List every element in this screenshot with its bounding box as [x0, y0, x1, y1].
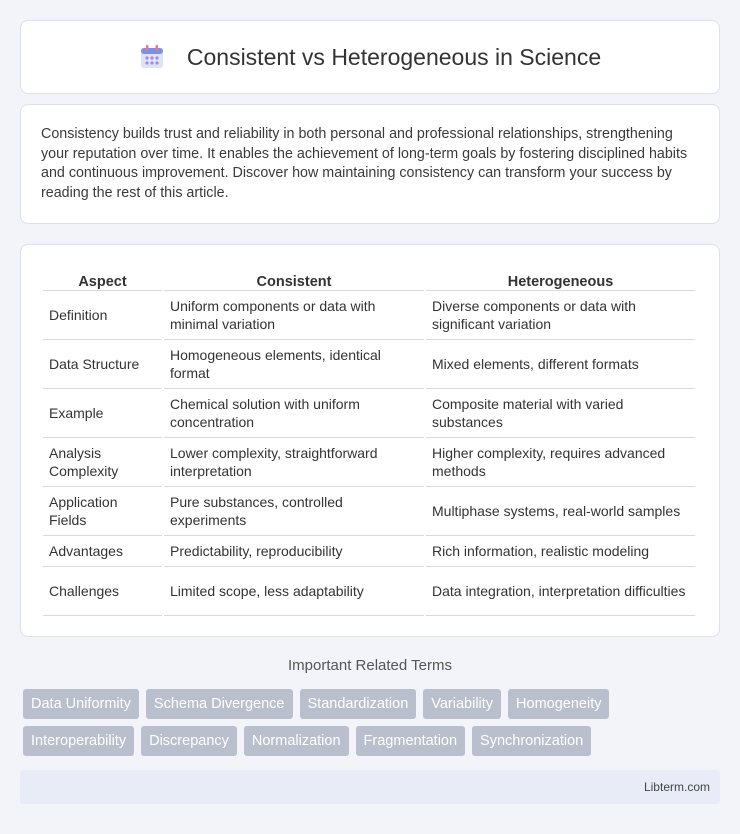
table-row	[43, 567, 695, 616]
cell-aspect: Challenges	[43, 567, 162, 616]
table-row	[43, 536, 695, 567]
tag-homogeneity[interactable]: Homogeneity	[508, 689, 609, 719]
tag-fragmentation[interactable]: Fragmentation	[356, 726, 466, 756]
header-card	[20, 20, 720, 94]
table-row	[43, 291, 695, 340]
header-heterogeneous: Heterogeneous	[426, 265, 695, 291]
cell-heterogeneous: Higher complexity, requires advanced methods	[426, 438, 695, 487]
cell-consistent: Lower complexity, straightforward interpretation	[164, 438, 424, 487]
cell-heterogeneous: Data integration, interpretation difficulties	[426, 567, 695, 616]
footer	[20, 770, 720, 804]
cell-heterogeneous: Multiphase systems, real-world samples	[426, 487, 695, 536]
comparison-table	[41, 265, 697, 616]
footer-site-link[interactable]: Libterm.com	[643, 780, 710, 794]
header-consistent: Consistent	[164, 265, 424, 291]
related-terms	[23, 689, 723, 763]
tag-variability[interactable]: Variability	[423, 689, 501, 719]
cell-consistent: Uniform components or data with minimal variation	[164, 291, 424, 340]
page-title: Consistent vs Heterogeneous in Science	[186, 43, 602, 70]
cell-consistent: Homogeneous elements, identical format	[164, 340, 424, 389]
tag-synchronization[interactable]: Synchronization	[472, 726, 591, 756]
cell-consistent: Predictability, reproducibility	[164, 536, 424, 567]
cell-aspect: Application Fields	[43, 487, 162, 536]
cell-aspect: Example	[43, 389, 162, 438]
calendar-icon	[139, 44, 165, 70]
header-aspect: Aspect	[43, 265, 162, 291]
cell-heterogeneous: Mixed elements, different formats	[426, 340, 695, 389]
cell-consistent: Limited scope, less adaptability	[164, 567, 424, 616]
tag-standardization[interactable]: Standardization	[300, 689, 417, 719]
cell-consistent: Chemical solution with uniform concentration	[164, 389, 424, 438]
cell-aspect: Analysis Complexity	[43, 438, 162, 487]
tag-interoperability[interactable]: Interoperability	[23, 726, 134, 756]
tag-data-uniformity[interactable]: Data Uniformity	[23, 689, 139, 719]
cell-heterogeneous: Rich information, realistic modeling	[426, 536, 695, 567]
table-row	[43, 389, 695, 438]
cell-aspect: Advantages	[43, 536, 162, 567]
cell-aspect: Definition	[43, 291, 162, 340]
table-row	[43, 438, 695, 487]
cell-aspect: Data Structure	[43, 340, 162, 389]
table-row	[43, 487, 695, 536]
tag-schema-divergence[interactable]: Schema Divergence	[146, 689, 293, 719]
intro-card	[20, 104, 720, 224]
related-terms-title: Important Related Terms	[288, 657, 452, 674]
table-row	[43, 340, 695, 389]
cell-heterogeneous: Composite material with varied substances	[426, 389, 695, 438]
cell-consistent: Pure substances, controlled experiments	[164, 487, 424, 536]
comparison-card	[20, 244, 720, 637]
tag-discrepancy[interactable]: Discrepancy	[141, 726, 237, 756]
tag-normalization[interactable]: Normalization	[244, 726, 349, 756]
tag-row	[23, 689, 723, 719]
tag-row	[23, 726, 723, 756]
intro-text: Consistency builds trust and reliability in both personal and professional relationships, strengthening your reputation over time. It enables the achievement of long-term goals by fostering disciplined habits and continuous improvement. Discover how maintaining consistency can transform your success by reading the rest of this article.	[41, 126, 688, 201]
cell-heterogeneous: Diverse components or data with significant variation	[426, 291, 695, 340]
